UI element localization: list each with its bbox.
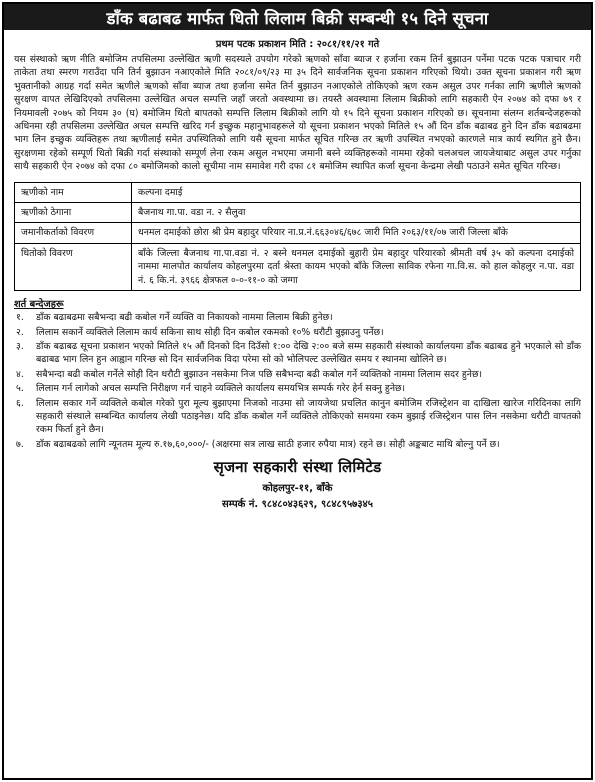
term-text: लिलाम सकार गर्ने व्यक्तिले कबोल गरेको पुरा मूल्य बुझाएमा निजको नाउमा सो जायजेथा प्रचलित कानुन बमोजिम रजिस्ट्रेशन वा दाखिला खारेज गरिदिनका लागि सहकारी संस्थाले सम्बन्धित कार्यालय लेखी पठाइनेछ। यदि डाँक कबोल गर्ने व्यक्तिले तोकिएको समयमा रकम बुझाई रजिस्ट्रेशन पास लिन नसकेमा धरौटी वापतको रकम फिर्ता हुने छैन। (36, 397, 581, 436)
details-table (14, 182, 581, 291)
term-text: डाँक बढाबढ सूचना प्रकाशन भएको मितिले १५ औं दिनको दिन दिउँसो १:०० देखि २:०० बजे सम्म सहकारी संस्थाको कार्यालयमा डाँक बढाबढ हुने भएकाले सो डाँक बढाबढ भाग लिन हुन आह्वान गरिन्छ सो दिन सार्वजनिक विदा परेमा सो को भोलिपल्ट उल्लेखित समय र स्थानमा खोलिने छ। (36, 340, 581, 366)
table-row (15, 243, 581, 290)
term-text: डाँक बढाबढको लागि न्यूनतम मूल्य रु.१७,६०,०००/- (अक्षरमा सत्र लाख साठी हजार रुपैया मात्र) रहने छ। सोही अङ्कबाट माथि बोल्नु पर्ने छ। (36, 438, 500, 450)
row-value: धनमल दमाईको छोरा श्री प्रेम बहादुर परियार ना.प्र.नं.६६३०४६/६७८ जारी मिति २०६३/११/०७ जारी जिल्ला बाँके (132, 223, 581, 243)
notice-body (4, 30, 591, 510)
term-text: लिलाम सकार्ने व्यक्तिले लिलाम कार्य सकिना साथ सोही दिन कबोल रकमको १०% धरौटी बुझाउनु पर्नेछ। (36, 326, 384, 338)
list-item (14, 438, 581, 451)
list-item (14, 326, 581, 339)
list-item (14, 311, 581, 324)
row-value: बाँके जिल्ला बैजनाथ गा.पा.वडा नं. २ बस्ने धनमल दमाईको बुहारी प्रेम बहादुर परियारको श्रीमती वर्ष ३५ को कल्पना दमाईको नाममा मालपोत कार्यालय कोहलपुरमा दर्ता श्रेस्ता कायम भएको बाँके जिल्ला साविक रफेना गा.वि.स. को हाल कोहलुर न.पा. वडा नं. ६ कि.नं. ३९६६ क्षेत्रफल ०-०-११-० को जग्गा (132, 243, 581, 290)
term-number: १. (16, 312, 24, 324)
term-number: ७. (16, 438, 24, 450)
row-label: जमानीकर्ताको विवरण (15, 223, 132, 243)
row-value: बैजनाथ गा.पा. वडा न. २ सैलुवा (132, 203, 581, 223)
list-item (14, 397, 581, 437)
notice-header (4, 4, 591, 30)
row-label: ऋणीको नाम (15, 182, 132, 202)
terms-heading: शर्त बन्देजहरू (14, 299, 64, 311)
row-label: ऋणीको ठेगाना (15, 203, 132, 223)
term-text: सबैभन्दा बढी कबोल गर्नेले सोही दिन धरौटी बुझाउन नसकेमा निज पछि सबैभन्दा बढी कबोल गर्ने व्यक्तिको नाममा लिलाम सदर हुनेछ। (36, 368, 482, 380)
organization-name: सृजना सहकारी संस्था लिमिटेड (213, 458, 382, 477)
terms-list (14, 311, 581, 451)
list-item (14, 368, 581, 381)
table-row (15, 223, 581, 243)
list-item (14, 340, 581, 367)
term-text: लिलाम गर्न लागेको अचल सम्पत्ति निरीक्षण गर्न चाहने व्यक्तिले कार्यालय समयभित्र सम्पर्क गरेर हेर्न सक्नु हुनेछ। (36, 383, 406, 395)
row-value: कल्पना दमाई (132, 182, 581, 202)
term-number: ४. (16, 368, 24, 380)
term-number: ३. (16, 340, 24, 352)
notice-title: डाँक बढाबढ मार्फत धितो लिलाम बिक्री सम्बन्धी १५ दिने सूचना (106, 8, 489, 28)
term-text: डाँक बढाबढमा सबैभन्दा बढी कबोल गर्ने व्यक्ति वा निकायको नाममा लिलाम बिक्री हुनेछ। (36, 312, 333, 324)
term-number: २. (16, 326, 24, 338)
auction-notice (2, 2, 593, 780)
table-row (15, 203, 581, 223)
intro-paragraph: यस संस्थाको ऋण नीति बमोजिम तपसिलमा उल्लेखित ऋणी सदस्यले उपयोग गरेको ऋणको साँवा ब्याज र हर्जाना रकम तिर्न बुझाउन पर्नेमा पटक पटक पत्राचार गरी ताकेता तथा स्मरण गराउँदा पनि तिर्न बुझाउन नआएकोले मिति २०८१/०९/२३ मा ३५ दिने सार्वजनिक सूचना प्रकाशन गरिएको थियो। उक्त सूचना प्रकाशन गरी ऋण भुक्तानीको आग्रह गर्दा समेत ऋणीले ऋणको साँवा ब्याज तथा हर्जाना समेत तिर्न बुझाउन नआएकोले तोकिएको ऋण रकम असुल उपर गर्नका लागि ऋणीले ऋणको सुरक्षण वापत लेखिदिएको तपसिलमा उल्लेखित अचल सम्पत्ति जहाँ जरतो अवस्थामा छ। तयस्तै अवस्थामा लिलाम बिक्रीको लागि सहकारी ऐन २०७४ को दफा ७९ र नियमावली २०७५ को नियम ३० (घ) बमोजिम धितो बापतको सम्पत्ति लिलाम बिक्रीको लागि यो १५ दिने सूचना प्रकाशन गरिएको छ। सूचनामा संलग्न शर्तबन्देजहरूको अधिनमा रही तपसिलमा उल्लेखित अचल सम्पत्ति खरिद गर्न इच्छुक महानुभावहरूले यो सूचना प्रकाशन भएको मितिले १५ औं दिन डाँक बढाबढ हुने दिन डाँक बढाबढमा भाग लिन इच्छुक व्यक्तिहरू तथा ऋणीलाई समेत उपस्थितिको लागि यसै सूचना मार्फत सूचित गरिन्छ तर ऋणी उपस्थित नभएको कारणले मात्र कार्य स्थगित हुने छैन। सुरक्षणमा रहेको सम्पूर्ण धितो बिक्री गर्दा संस्थाको सम्पूर्ण लेना रकम असुल नभएमा जमानी बस्ने व्यक्तिहरूको नाममा रहेको चलअचल जायजेथाबाट असुल उपर गर्नुका साथै सहकारी ऐन २०७४ को दफा ८० बमोजिमको कालो सूचीमा नाम समावेश गरी दफा ८१ बमोजिम स्थापित कर्जा सूचना केन्द्रमा लेखी पठाउने समेत सूचित गरिन्छ। (14, 54, 581, 173)
contact-numbers: सम्पर्क नं. ९८४८०४३६२९, ९८४८९५७३४५ (222, 499, 373, 511)
table-row (15, 182, 581, 202)
publication-date: प्रथम पटक प्रकाशन मिति : २०८१/११/२१ गते (215, 39, 380, 50)
term-number: ५. (16, 383, 24, 395)
term-number: ६. (16, 397, 24, 409)
list-item (14, 382, 581, 395)
row-label: धितोको विवरण (15, 243, 132, 290)
organization-address: कोहलपुर-११, बाँके (262, 483, 333, 495)
signature-block (14, 457, 581, 510)
